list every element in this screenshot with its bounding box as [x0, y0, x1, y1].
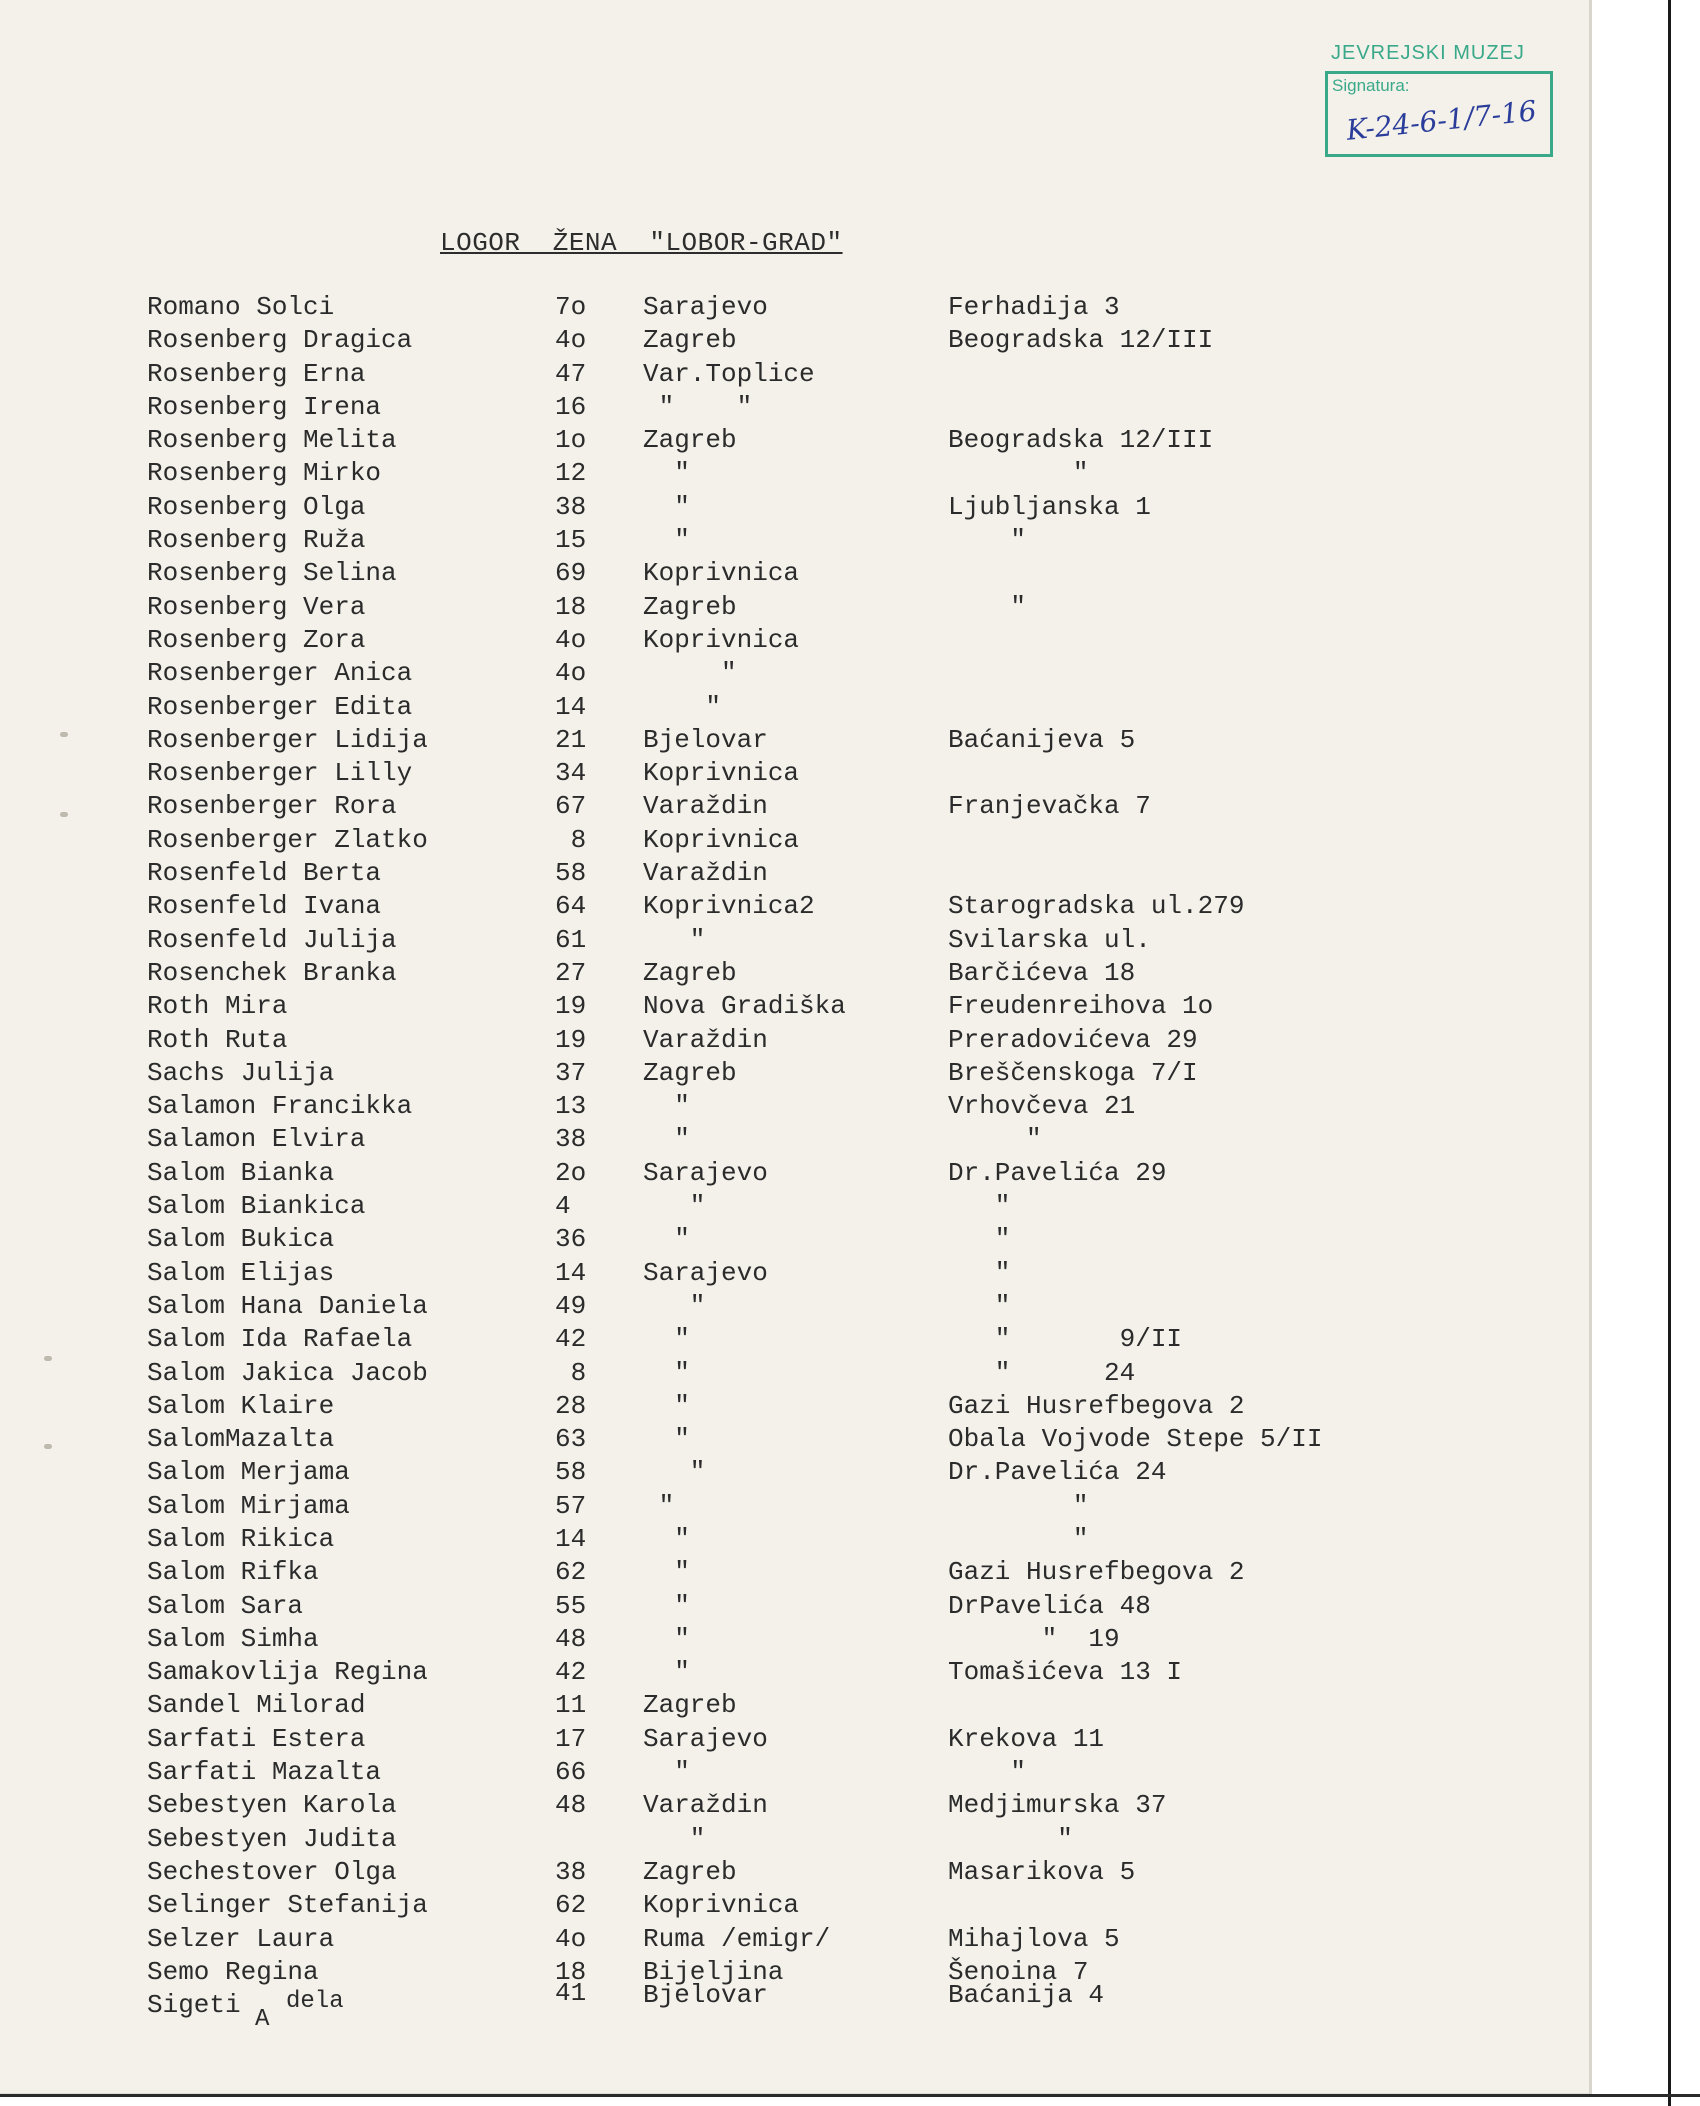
- row-city: Varaždin: [643, 1024, 768, 1055]
- row-address: Baćanijeva 5: [948, 724, 1136, 755]
- row-name: Roth Mira: [147, 991, 288, 1022]
- row-name: Selinger Stefanija: [147, 1890, 428, 1921]
- row-city: Varaždin: [643, 791, 768, 822]
- row-address: Šenoina 7: [948, 1956, 1089, 1987]
- list-row: [0, 1824, 1560, 1857]
- row-age: 69: [555, 558, 587, 589]
- row-address: Dr.Pavelića 29: [948, 1157, 1167, 1188]
- row-city: Zagreb: [643, 591, 737, 622]
- row-address: Ferhadija 3: [948, 292, 1120, 322]
- row-name: Sebestyen Karola: [147, 1790, 397, 1821]
- row-city: ": [643, 658, 737, 689]
- row-address: ": [948, 591, 1027, 622]
- row-address: Medjimurska 37: [948, 1790, 1167, 1821]
- list-row: [0, 1091, 1560, 1124]
- row-age: 7o: [555, 292, 587, 322]
- row-name: Salom Jakica Jacob: [147, 1357, 428, 1388]
- row-city: ": [643, 1457, 706, 1488]
- row-city: Zagreb: [643, 1057, 737, 1088]
- row-address: " 24: [948, 1357, 1136, 1388]
- row-age: 4o: [555, 325, 587, 356]
- row-address: Dr.Pavelića 24: [948, 1457, 1167, 1488]
- list-row: [0, 425, 1560, 458]
- list-row: [0, 625, 1560, 658]
- row-address: Gazi Husrefbegova 2: [948, 1390, 1245, 1421]
- row-age: 42: [555, 1324, 587, 1355]
- list-row: [0, 1391, 1560, 1424]
- row-city: ": [643, 1623, 690, 1654]
- row-age: 2o: [555, 1157, 587, 1188]
- row-name: Sandel Milorad: [147, 1690, 366, 1721]
- row-name: Rosenberger Edita: [147, 691, 413, 722]
- row-age: 4o: [555, 624, 587, 655]
- row-age: 14: [555, 1523, 587, 1554]
- list-row: [0, 1058, 1560, 1091]
- list-row: [0, 1358, 1560, 1391]
- row-name: Salom Ida Rafaela: [147, 1324, 413, 1355]
- row-age: 38: [555, 1856, 587, 1887]
- row-city: ": [643, 1390, 690, 1421]
- row-name: Salamon Francikka: [147, 1091, 413, 1122]
- row-age: 8: [555, 824, 587, 855]
- row-address: Obala Vojvode Stepe 5/II: [948, 1424, 1323, 1455]
- list-row: [0, 1124, 1560, 1157]
- row-name: Salom Rifka: [147, 1557, 319, 1588]
- row-age: 13: [555, 1091, 587, 1122]
- last-row-name: Sigeti: [147, 1990, 241, 2020]
- row-city: ": [643, 1290, 706, 1321]
- row-name: Rosenberger Lilly: [147, 758, 413, 789]
- list-row: [0, 1957, 1560, 1990]
- row-address: Beogradska 12/III: [948, 325, 1214, 356]
- row-name: Salom Elijas: [147, 1257, 335, 1288]
- row-address: Tomašićeva 13 I: [948, 1657, 1183, 1688]
- row-address: Mihajlova 5: [948, 1923, 1120, 1954]
- row-city: Sarajevo: [643, 1157, 768, 1188]
- row-name: Rosenberger Rora: [147, 791, 397, 822]
- row-name: Samakovlija Regina: [147, 1657, 428, 1688]
- row-age: 8: [555, 1357, 587, 1388]
- row-age: 62: [555, 1557, 587, 1588]
- row-name: Salom Rikica: [147, 1523, 335, 1554]
- list-row: [0, 1457, 1560, 1490]
- row-city: Nova Gradiška: [643, 991, 846, 1022]
- list-row: [0, 1724, 1560, 1757]
- row-city: Koprivnica: [643, 1890, 800, 1921]
- punch-mark: [60, 732, 68, 737]
- row-name: Rosenberg Vera: [147, 591, 366, 622]
- row-city: Koprivnica: [643, 758, 800, 789]
- row-address: " 9/II: [948, 1324, 1183, 1355]
- row-address: Ljubljanska 1: [948, 491, 1151, 522]
- row-city: ": [643, 1590, 690, 1621]
- row-name: Sebestyen Judita: [147, 1823, 397, 1854]
- row-name: SalomMazalta: [147, 1424, 335, 1455]
- stamp-box: [1325, 71, 1553, 157]
- row-city: ": [643, 491, 690, 522]
- row-address: Starogradska ul.279: [948, 891, 1245, 922]
- row-address: ": [948, 525, 1027, 556]
- stamp-signature-number: K-24-6-1/7-16: [1344, 94, 1539, 147]
- row-age: 48: [555, 1623, 587, 1654]
- row-address: Svilarska ul.: [948, 924, 1151, 955]
- row-city: Ruma /emigr/: [643, 1923, 831, 1954]
- row-address: ": [948, 458, 1089, 489]
- row-name: Rosenberg Erna: [147, 358, 366, 389]
- row-address: ": [948, 1757, 1027, 1788]
- row-age: 4o: [555, 658, 587, 689]
- row-age: 66: [555, 1757, 587, 1788]
- list-row: [0, 1491, 1560, 1524]
- row-name: Rosenberg Melita: [147, 425, 397, 456]
- row-age: 48: [555, 1790, 587, 1821]
- row-city: ": [643, 458, 690, 489]
- row-city: Zagreb: [643, 1690, 737, 1721]
- row-age: 11: [555, 1690, 587, 1721]
- row-age: 17: [555, 1723, 587, 1754]
- list-row: [0, 1624, 1560, 1657]
- row-name: Rosenfeld Ivana: [147, 891, 382, 922]
- row-name: Rosenfeld Berta: [147, 858, 382, 889]
- row-name: Rosenberger Anica: [147, 658, 413, 689]
- row-age: 4: [555, 1191, 571, 1222]
- row-city: Sarajevo: [643, 292, 768, 322]
- row-age: 14: [555, 691, 587, 722]
- punch-mark: [60, 812, 68, 817]
- row-city: ": [643, 1523, 690, 1554]
- list-row: [0, 1790, 1560, 1823]
- stamp-label: Signatura:: [1332, 76, 1410, 95]
- list-row: [0, 1291, 1560, 1324]
- row-name: Rosenberg Olga: [147, 491, 366, 522]
- list-row: [0, 558, 1560, 591]
- list-row: [0, 1657, 1560, 1690]
- list-row: [0, 692, 1560, 725]
- row-name: Rosenberg Selina: [147, 558, 397, 589]
- list-row: [0, 991, 1560, 1024]
- row-address: Franjevačka 7: [948, 791, 1151, 822]
- row-name: Rosenchek Branka: [147, 957, 397, 988]
- punch-mark: [44, 1444, 52, 1449]
- row-age: 63: [555, 1424, 587, 1455]
- row-age: 58: [555, 1457, 587, 1488]
- row-address: ": [948, 1257, 1011, 1288]
- list-row: [0, 1025, 1560, 1058]
- row-city: " ": [643, 391, 753, 422]
- row-city: Zagreb: [643, 325, 737, 356]
- list-row: [0, 458, 1560, 491]
- list-row: [0, 392, 1560, 425]
- row-city: ": [643, 525, 690, 556]
- row-name: Salamon Elvira: [147, 1124, 366, 1155]
- list-row: [0, 1857, 1560, 1890]
- row-address: ": [948, 1224, 1011, 1255]
- row-address: ": [948, 1823, 1073, 1854]
- row-name: Rosenfeld Julija: [147, 924, 397, 955]
- row-city: Zagreb: [643, 957, 737, 988]
- row-address: ": [948, 1490, 1089, 1521]
- list-row: [0, 492, 1560, 525]
- row-city: ": [643, 1657, 690, 1688]
- list-row: [0, 292, 1560, 325]
- list-row: [0, 658, 1560, 691]
- punch-mark: [44, 1356, 52, 1361]
- row-address: Krekova 11: [948, 1723, 1105, 1754]
- stamp-title: JEVREJSKI MUZEJ: [1331, 42, 1525, 64]
- row-city: Koprivnica: [643, 824, 800, 855]
- row-age: 1o: [555, 425, 587, 456]
- row-name: Salom Hana Daniela: [147, 1290, 428, 1321]
- row-address: Gazi Husrefbegova 2: [948, 1557, 1245, 1588]
- row-city: ": [643, 1557, 690, 1588]
- row-age: 12: [555, 458, 587, 489]
- row-city: Koprivnica: [643, 624, 800, 655]
- row-name: Roth Ruta: [147, 1024, 288, 1055]
- row-name: Rosenberg Irena: [147, 391, 382, 422]
- row-address: Vrhovčeva 21: [948, 1091, 1136, 1122]
- row-name: Salom Bianka: [147, 1157, 335, 1188]
- row-city: Sarajevo: [643, 1257, 768, 1288]
- row-age: 19: [555, 1024, 587, 1055]
- row-age: 18: [555, 1956, 587, 1987]
- row-age: 57: [555, 1490, 587, 1521]
- row-age: 62: [555, 1890, 587, 1921]
- row-age: 27: [555, 957, 587, 988]
- row-address: " 19: [948, 1623, 1120, 1654]
- list-row: [0, 1557, 1560, 1590]
- list-row: [0, 725, 1560, 758]
- row-address: ": [948, 1191, 1011, 1222]
- row-age: 38: [555, 491, 587, 522]
- row-age: 36: [555, 1224, 587, 1255]
- list-row: [0, 325, 1560, 358]
- row-address: Freudenreihova 1o: [948, 991, 1214, 1022]
- row-city: Zagreb: [643, 425, 737, 456]
- list-row: [0, 1158, 1560, 1191]
- row-city: Varaždin: [643, 1790, 768, 1821]
- list-row: [0, 592, 1560, 625]
- last-row-age: 41: [555, 1978, 587, 2008]
- row-city: ": [643, 1224, 690, 1255]
- list-row: [0, 1924, 1560, 1957]
- row-name: Rosenberger Zlatko: [147, 824, 428, 855]
- row-age: 55: [555, 1590, 587, 1621]
- last-row-city: Bjelovar: [643, 1980, 768, 2010]
- row-city: ": [643, 1091, 690, 1122]
- list-row: [0, 958, 1560, 991]
- row-city: Bjelovar: [643, 724, 768, 755]
- row-age: 47: [555, 358, 587, 389]
- row-city: Var.Toplice: [643, 358, 815, 389]
- row-address: Preradovićeva 29: [948, 1024, 1198, 1055]
- row-age: 49: [555, 1290, 587, 1321]
- list-row: [0, 525, 1560, 558]
- row-name: Salom Sara: [147, 1590, 304, 1621]
- row-age: 64: [555, 891, 587, 922]
- list-row: [0, 1524, 1560, 1557]
- list-row: [0, 1690, 1560, 1723]
- row-age: 37: [555, 1057, 587, 1088]
- list-row: [0, 359, 1560, 392]
- row-age: 38: [555, 1124, 587, 1155]
- row-name: Rosenberg Dragica: [147, 325, 413, 356]
- document-title: LOGOR ŽENA "LOBOR-GRAD": [440, 228, 843, 258]
- museum-stamp: [1325, 42, 1555, 157]
- row-name: Semo Regina: [147, 1956, 319, 1987]
- list-row: [0, 1890, 1560, 1923]
- row-name: Rosenberg Mirko: [147, 458, 382, 489]
- row-address: ": [948, 1124, 1042, 1155]
- row-age: 42: [555, 1657, 587, 1688]
- row-city: ": [643, 1357, 690, 1388]
- row-age: 15: [555, 525, 587, 556]
- row-address: Breščenskoga 7/I: [948, 1057, 1198, 1088]
- list-row: [0, 1258, 1560, 1291]
- scan-edge-right: [1668, 0, 1671, 2106]
- row-name: Salom Mirjama: [147, 1490, 350, 1521]
- row-name: Salom Bukica: [147, 1224, 335, 1255]
- row-address: DrPavelića 48: [948, 1590, 1151, 1621]
- row-city: ": [643, 1424, 690, 1455]
- row-name: Selzer Laura: [147, 1923, 335, 1954]
- row-name: Salom Merjama: [147, 1457, 350, 1488]
- row-age: 4o: [555, 1923, 587, 1954]
- row-name: Salom Klaire: [147, 1390, 335, 1421]
- list-row: [0, 891, 1560, 924]
- row-city: Sarajevo: [643, 1723, 768, 1754]
- row-city: Koprivnica: [643, 558, 800, 589]
- list-row: [0, 1424, 1560, 1457]
- list-row: [0, 1191, 1560, 1224]
- row-city: ": [643, 1757, 690, 1788]
- row-city: ": [643, 1490, 675, 1521]
- row-city: Bijeljina: [643, 1956, 784, 1987]
- row-city: ": [643, 924, 706, 955]
- row-address: Masarikova 5: [948, 1856, 1136, 1887]
- row-age: 21: [555, 724, 587, 755]
- row-city: Zagreb: [643, 1856, 737, 1887]
- row-address: Barčićeva 18: [948, 957, 1136, 988]
- list-row: [0, 858, 1560, 891]
- row-name: Sechestover Olga: [147, 1856, 397, 1887]
- row-age: 58: [555, 858, 587, 889]
- list-row: [0, 925, 1560, 958]
- row-age: 67: [555, 791, 587, 822]
- row-age: 14: [555, 1257, 587, 1288]
- row-age: 18: [555, 591, 587, 622]
- register-list: [0, 292, 1560, 1990]
- row-city: Varaždin: [643, 858, 768, 889]
- row-name: Rosenberg Ruža: [147, 525, 366, 556]
- list-row: [0, 825, 1560, 858]
- row-age: 61: [555, 924, 587, 955]
- row-name: Salom Simha: [147, 1623, 319, 1654]
- list-row: [0, 791, 1560, 824]
- last-row-suffix: dela: [286, 1988, 344, 2015]
- row-name: Romano Solci: [147, 292, 335, 322]
- row-age: 16: [555, 391, 587, 422]
- row-name: Rosenberger Lidija: [147, 724, 428, 755]
- row-address: ": [948, 1290, 1011, 1321]
- row-city: Koprivnica2: [643, 891, 815, 922]
- last-row-address: Baćanija 4: [948, 1980, 1105, 2010]
- row-name: Salom Biankica: [147, 1191, 366, 1222]
- row-address: ": [948, 1523, 1089, 1554]
- row-name: Rosenberg Zora: [147, 624, 366, 655]
- scan-edge-bottom: [0, 2094, 1700, 2097]
- row-city: ": [643, 691, 722, 722]
- row-name: Sarfati Mazalta: [147, 1757, 382, 1788]
- row-age: 28: [555, 1390, 587, 1421]
- row-age: 34: [555, 758, 587, 789]
- list-row: [0, 758, 1560, 791]
- row-name: Sarfati Estera: [147, 1723, 366, 1754]
- row-city: ": [643, 1324, 690, 1355]
- list-row: [0, 1591, 1560, 1624]
- row-age: 19: [555, 991, 587, 1022]
- row-city: ": [643, 1124, 690, 1155]
- row-city: ": [643, 1191, 706, 1222]
- row-city: ": [643, 1823, 706, 1854]
- list-row: [0, 1224, 1560, 1257]
- row-address: Beogradska 12/III: [948, 425, 1214, 456]
- list-row: [0, 1757, 1560, 1790]
- row-name: Sachs Julija: [147, 1057, 335, 1088]
- last-row-letter: A: [255, 2006, 270, 2033]
- list-row: [0, 1324, 1560, 1357]
